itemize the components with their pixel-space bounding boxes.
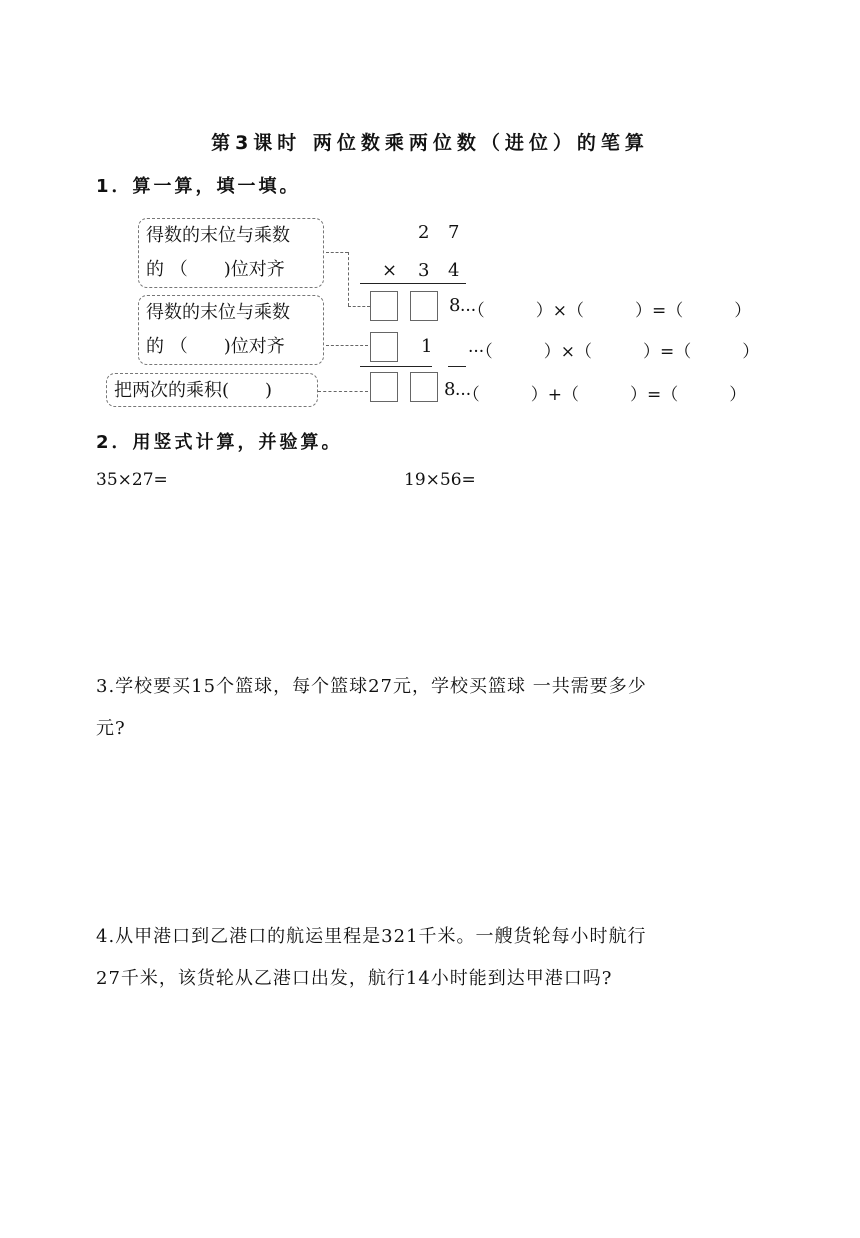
connector-2 [326,345,368,346]
problem-1: 35×27= [96,470,168,490]
multiply-sign: × [382,260,398,281]
note-2-line-2: 的 （ )位对齐 [146,336,285,357]
note-1-line-1: 得数的末位与乘数 [146,225,290,246]
word-problem-4-line-1: 4.从甲港口到乙港口的航运里程是321千米。一艘货轮每小时航行 [96,926,647,947]
section-1-heading: 1．算一算，填一填。 [96,176,301,197]
row-3-equation: ···（ ）+（ ）=（ ） [455,385,747,405]
connector-1-h1 [326,252,348,253]
word-problem-3-line-2: 元? [96,718,126,739]
page-title: 第3课时 两位数乘两位数（进位）的笔算 [211,132,649,154]
blank-box[interactable] [370,372,398,402]
row-2-blank-line [448,366,466,367]
word-problem-3-line-1: 3.学校要买15个篮球，每个篮球27元，学校买篮球 一共需要多少 [96,676,647,697]
connector-1-v [348,252,349,306]
row-1-equation: ···（ ）×（ ）=（ ） [460,301,752,321]
multiplicand-tens: 2 [418,222,430,243]
blank-box[interactable] [370,291,398,321]
note-box-2 [138,295,324,365]
row-1-digit: 8 [449,295,461,316]
note-1-line-2: 的 （ )位对齐 [146,259,285,280]
note-box-3 [106,373,318,407]
note-box-1 [138,218,324,288]
multiplier-ones: 4 [448,260,460,281]
row-3-digit: 8 [444,379,456,400]
section-2-heading: 2．用竖式计算，并验算。 [96,432,343,453]
note-3-text: 把两次的乘积( ) [114,380,273,401]
row-2-equation: ···（ ）×（ ）=（ ） [468,342,760,362]
product-rule-1 [360,283,466,284]
multiplicand-ones: 7 [448,222,460,243]
problem-2: 19×56= [404,470,476,490]
blank-box[interactable] [410,291,438,321]
multiplier-tens: 3 [418,260,430,281]
product-rule-2 [360,366,432,367]
connector-3 [318,391,368,392]
note-2-line-1: 得数的末位与乘数 [146,302,290,323]
row-2-digit: 1 [421,336,433,357]
connector-1-h2 [348,306,370,307]
word-problem-4-line-2: 27千米，该货轮从乙港口出发，航行14小时能到达甲港口吗? [96,968,613,989]
blank-box[interactable] [370,332,398,362]
blank-box[interactable] [410,372,438,402]
